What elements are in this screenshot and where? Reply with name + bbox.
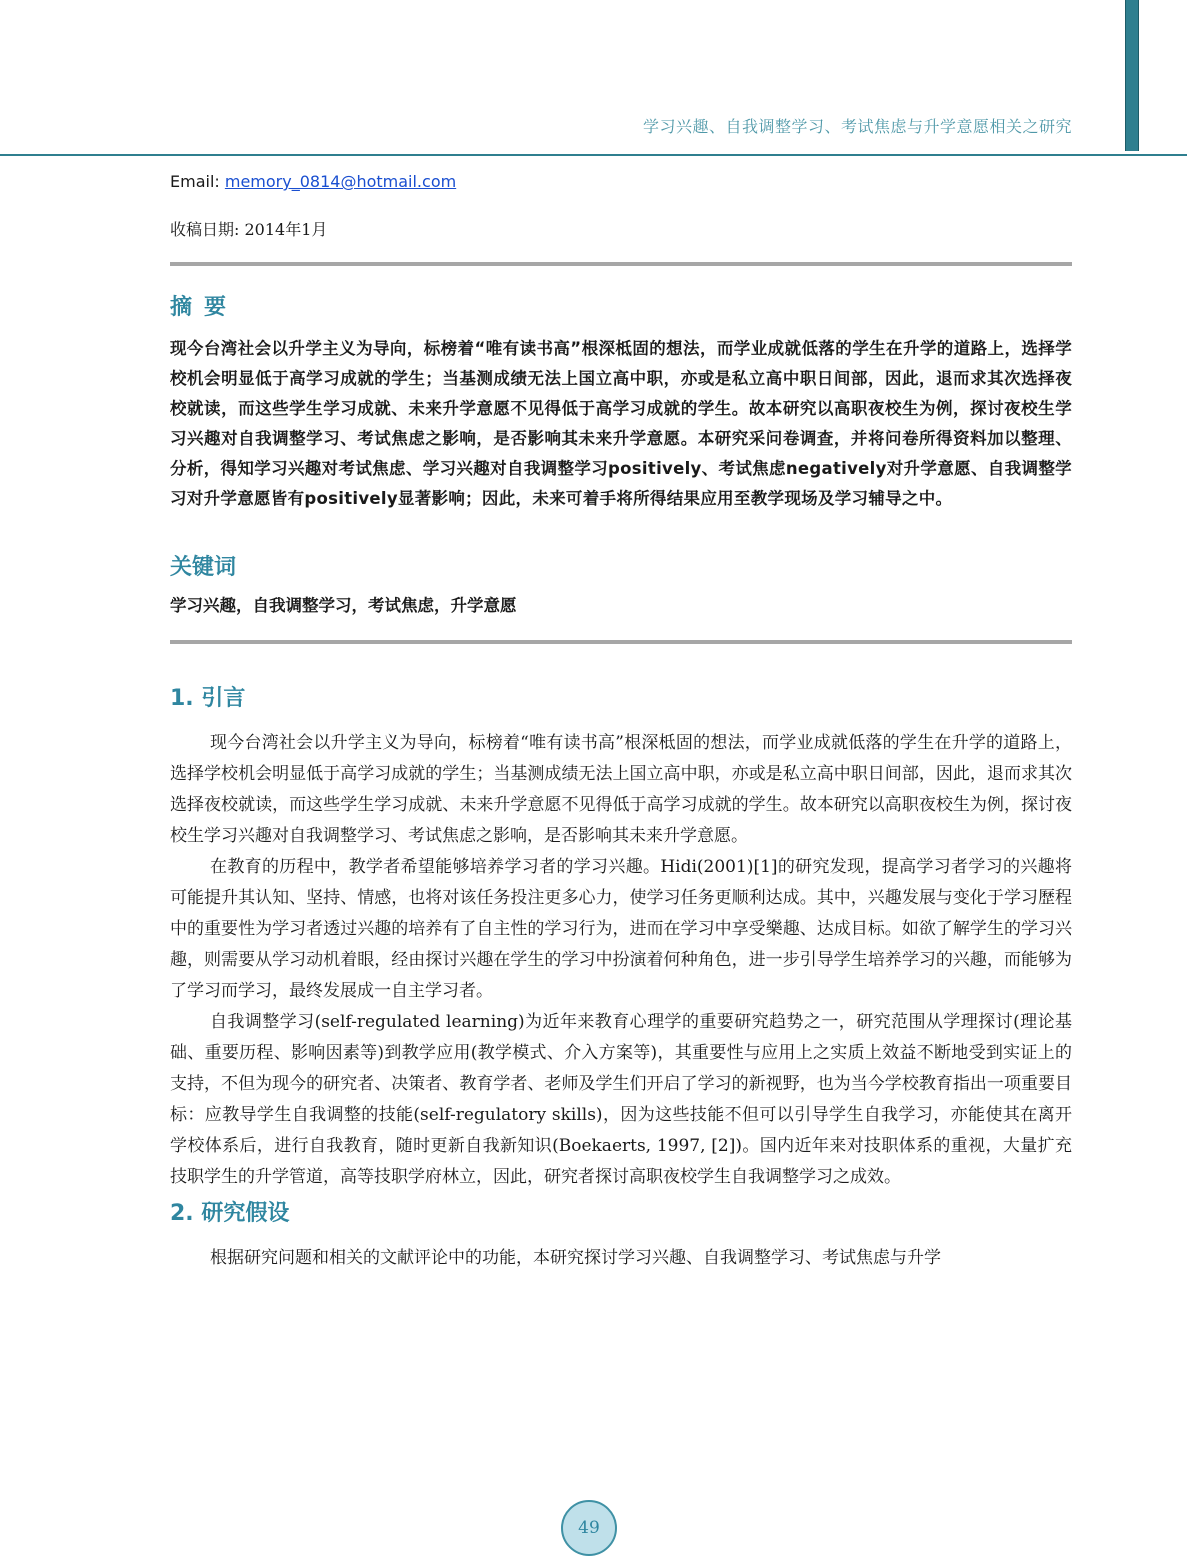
page-content	[170, 168, 1072, 1274]
keywords-text: 学习兴趣，自我调整学习，考试焦虑，升学意愿	[170, 596, 517, 615]
email-label: Email:	[170, 172, 225, 191]
received-date: 收稿日期: 2014年1月	[170, 220, 328, 239]
section-title-introduction: 1. 引言	[170, 686, 246, 711]
side-accent-bar	[1125, 0, 1139, 151]
email-link[interactable]: memory_0814@hotmail.com	[224, 172, 457, 191]
keywords-heading: 关键词	[170, 555, 237, 580]
abstract-heading: 摘要	[170, 295, 239, 320]
body-paragraph: 根据研究问题和相关的文献评论中的功能，本研究探讨学习兴趣、自我调整学习、考试焦虑与升学	[210, 1248, 941, 1268]
body-paragraph: 现今台湾社会以升学主义为导向，标榜着“唯有读书高”根深柢固的想法，而学业成就低落的学生在升学的道路上，选择学校机会明显低于高学习成就的学生；当基测成绩无法上国立高中职，亦或是私立高中职日间部，因此，退而求其次选择夜校就读，而这些学生学习成就、未来升学意愿不见得低于高学习成就的学生。故本研究以高职夜校生为例，探讨夜校生学习兴趣对自我调整学习、考试焦虑之影响，是否影响其未来升学意愿。	[170, 733, 1072, 846]
email-line	[170, 168, 1072, 196]
header-rule	[0, 154, 1187, 156]
body-paragraph: 在教育的历程中，教学者希望能够培养学习者的学习兴趣。Hidi(2001)[1]的研究发现，提高学习者学习的兴趣将可能提升其认知、坚持、情感，也将对该任务投注更多心力，使学习任务更顺利达成。其中，兴趣发展与变化于学习歷程中的重要性为学习者透过兴趣的培养有了自主性的学习行为，进而在学习中享受樂趣、达成目标。如欲了解学生的学习兴趣，则需要从学习动机着眼，经由探讨兴趣在学生的学习中扮演着何种角色，进一步引导学生培养学习的兴趣，而能够为了学习而学习，最终发展成一自主学习者。	[170, 857, 1072, 1001]
abstract-text: 现今台湾社会以升学主义为导向，标榜着“唯有读书高”根深柢固的想法，而学业成就低落的学生在升学的道路上，选择学校机会明显低于高学习成就的学生；当基测成绩无法上国立高中职，亦或是私立高中职日间部，因此，退而求其次选择夜校就读，而这些学生学习成就、未来升学意愿不见得低于高学习成就的学生。故本研究以高职夜校生为例，探讨夜校生学习兴趣对自我调整学习、考试焦虑之影响，是否影响其未来升学意愿。本研究采问卷调查，并将问卷所得资料加以整理、分析，得知学习兴趣对考试焦虑、学习兴趣对自我调整学习positively、考试焦虑negatively对升学意愿、自我调整学习对升学意愿皆有positively显著影响；因此，未来可着手将所得结果应用至教学现场及学习辅导之中。	[170, 339, 1072, 508]
running-title: 学习兴趣、自我调整学习、考试焦虑与升学意愿相关之研究	[642, 117, 1072, 136]
abstract-top-rule	[170, 262, 1072, 266]
section-title-hypotheses: 2. 研究假设	[170, 1201, 290, 1226]
body-paragraph: 自我调整学习(self-regulated learning)为近年来教育心理学的重要研究趋势之一，研究范围从学理探讨(理论基础、重要历程、影响因素等)到教学应用(教学模式、介入方案等)，其重要性与应用上之实质上效益不断地受到实证上的支持，不但为现今的研究者、决策者、教育学者、老师及学生们开启了学习的新视野，也为当今学校教育指出一项重要目标：应教导学生自我调整的技能(self-regulatory skills)，因为这些技能不但可以引导学生自我学习，亦能使其在离开学校体系后，进行自我教育，随时更新自我新知识(Boekaerts, 1997, [2])。国内近年来对技职体系的重视，大量扩充技职学生的升学管道，高等技职学府林立，因此，研究者探讨高职夜校学生自我调整学习之成效。	[170, 1012, 1072, 1187]
keywords-bottom-rule	[170, 640, 1072, 644]
page-number-badge: 49	[561, 1500, 617, 1556]
